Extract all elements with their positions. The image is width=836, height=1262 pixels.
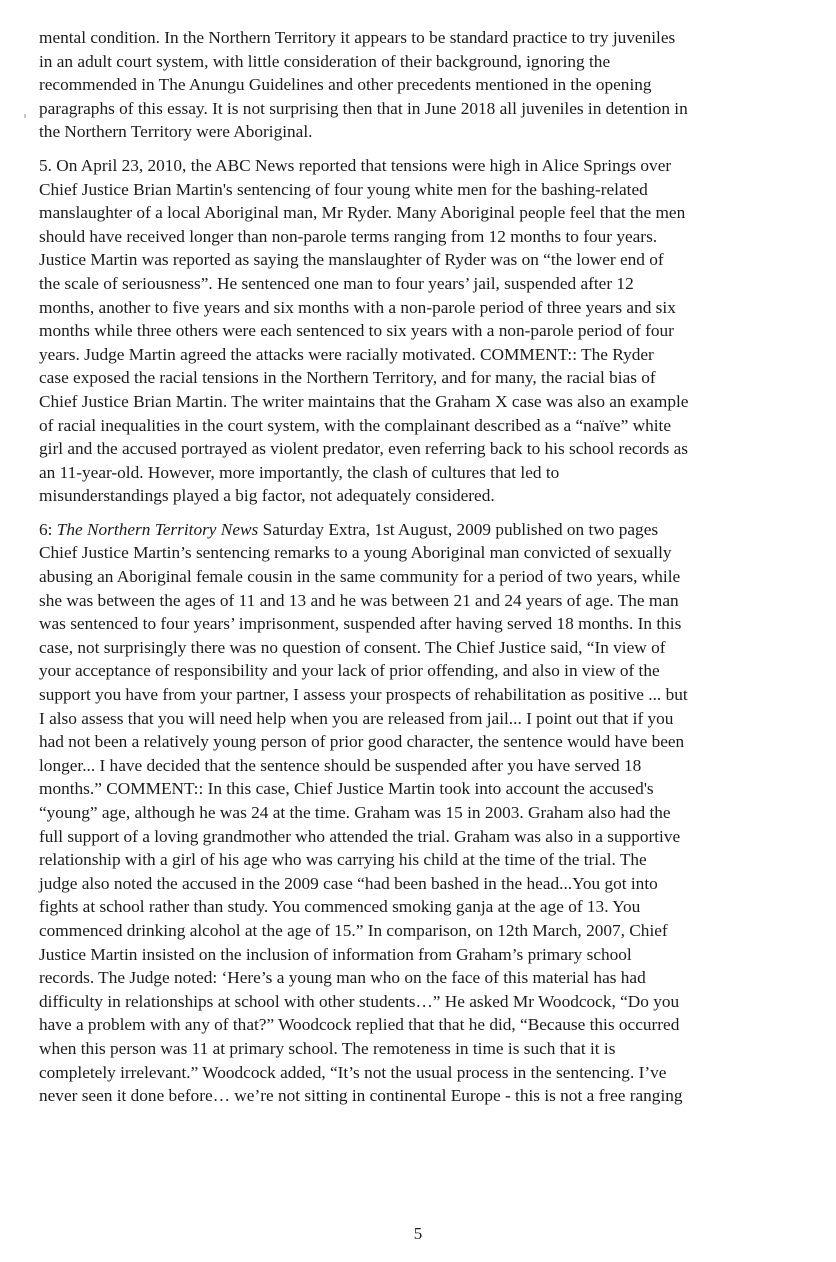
text-fragment: Saturday Extra, 1st August, 2009 published on two pages — [258, 519, 659, 539]
text-line: she was between the ages of 11 and 13 and he was between 21 and 24 years of age. The man — [39, 590, 679, 610]
page-number: 5 — [413, 1224, 423, 1243]
text-line: “young” age, although he was 24 at the time. Graham was 15 in 2003. Graham also had the — [39, 803, 671, 822]
text-line: years. Judge Martin agreed the attacks were racially motivated. COMMENT:: The Ryder — [39, 344, 654, 364]
text-line: have a problem with any of that?” Woodcock replied that that he did, “Because this occurred — [39, 1015, 680, 1035]
text-line: misunderstandings played a big factor, not adequately considered. — [39, 486, 495, 506]
text-line: longer... I have decided that the sentence should be suspended after you have served 18 — [39, 755, 642, 775]
text-line: your acceptance of responsibility and your lack of prior offending, and also in view of the — [39, 661, 660, 681]
scan-mark — [24, 114, 26, 118]
text-line: was sentenced to four years’ imprisonment, suspended after having served 18 months. In this — [39, 614, 682, 634]
text-line: an 11-year-old. However, more importantly, the clash of cultures that led to — [39, 462, 560, 482]
text-line: relationship with a girl of his age who was carrying his child at the time of the trial. The — [39, 850, 647, 870]
text-line: 5. On April 23, 2010, the ABC News reported that tensions were high in Alice Springs over — [39, 155, 672, 175]
text-line: manslaughter of a local Aboriginal man, Mr Ryder. Many Aboriginal people feel that the men — [39, 203, 686, 223]
text-line: never seen it done before… we’re not sitting in continental Europe - this is not a free ranging — [39, 1086, 683, 1106]
text-line: the scale of seriousness”. He sentenced one man to four years’ jail, suspended after 12 — [39, 273, 634, 293]
text-line: Chief Justice Brian Martin. The writer maintains that the Graham X case was also an example — [39, 391, 689, 411]
text-line: difficulty in relationships at school with other students…” He asked Mr Woodcock, “Do you — [39, 991, 680, 1011]
text-line: had not been a relatively young person of prior good character, the sentence would have been — [39, 732, 685, 752]
text-line: Justice Martin insisted on the inclusion of information from Graham’s primary school — [39, 944, 632, 964]
text-line: of racial inequalities in the court system, with the complainant described as a “naïve” white — [39, 415, 671, 435]
text-line: support you have from your partner, I assess your prospects of rehabilitation as positive ... but — [39, 685, 688, 705]
text-line: months while three others were each sentenced to six years with a non-parole period of four — [39, 321, 674, 341]
document-body — [39, 26, 809, 1118]
paragraph-prefix: 6: — [39, 519, 57, 539]
text-line: recommended in The Anungu Guidelines and other precedents mentioned in the opening — [39, 75, 652, 95]
text-line: commenced drinking alcohol at the age of 15.” In comparison, on 12th March, 2007, Chief — [39, 920, 668, 940]
text-line: in an adult court system, with little consideration of their background, ignoring the — [39, 51, 611, 71]
text-line: months, another to five years and six months with a non-parole period of three years and six — [39, 297, 676, 317]
text-line-first — [39, 518, 809, 542]
paragraph-5 — [39, 154, 809, 508]
text-line: Justice Martin was reported as saying the manslaughter of Ryder was on “the lower end of — [39, 250, 664, 270]
text-line: case exposed the racial tensions in the Northern Territory, and for many, the racial bias of — [39, 368, 656, 388]
text-line: I also assess that you will need help when you are released from jail... I point out that if you — [39, 708, 674, 728]
text-line: paragraphs of this essay. It is not surprising then that in June 2018 all juveniles in detention in — [39, 98, 688, 118]
text-line: completely irrelevant.” Woodcock added, “It’s not the usual process in the sentencing. I’ve — [39, 1062, 667, 1082]
newspaper-title: The Northern Territory News — [56, 519, 259, 539]
text-line: months.” COMMENT:: In this case, Chief Justice Martin took into account the accused's — [39, 779, 654, 799]
text-line: full support of a loving grandmother who attended the trial. Graham was also in a supportive — [39, 826, 681, 846]
text-line: case, not surprisingly there was no question of consent. The Chief Justice said, “In view of — [39, 637, 666, 657]
text-line: should have received longer than non-parole terms ranging from 12 months to four years. — [39, 226, 658, 246]
text-line: mental condition. In the Northern Territory it appears to be standard practice to try juveniles — [39, 28, 676, 47]
text-line: judge also noted the accused in the 2009 case “had been bashed in the head...You got into — [39, 873, 658, 893]
paragraph-6 — [39, 518, 809, 1108]
text-line: abusing an Aboriginal female cousin in the same community for a period of two years, while — [39, 567, 681, 587]
text-line: fights at school rather than study. You commenced smoking ganja at the age of 13. You — [39, 897, 641, 917]
text-line: records. The Judge noted: ‘Here’s a young man who on the face of this material has had — [39, 968, 646, 988]
text-line: Chief Justice Martin’s sentencing remarks to a young Aboriginal man convicted of sexually — [39, 543, 672, 563]
text-line: the Northern Territory were Aboriginal. — [39, 122, 313, 142]
paragraph-1 — [39, 26, 809, 144]
text-line: Chief Justice Brian Martin's sentencing of four young white men for the bashing-related — [39, 179, 648, 199]
text-line: when this person was 11 at primary school. The remoteness in time is such that it is — [39, 1038, 616, 1058]
text-line: girl and the accused portrayed as violent predator, even referring back to his school records as — [39, 439, 689, 459]
